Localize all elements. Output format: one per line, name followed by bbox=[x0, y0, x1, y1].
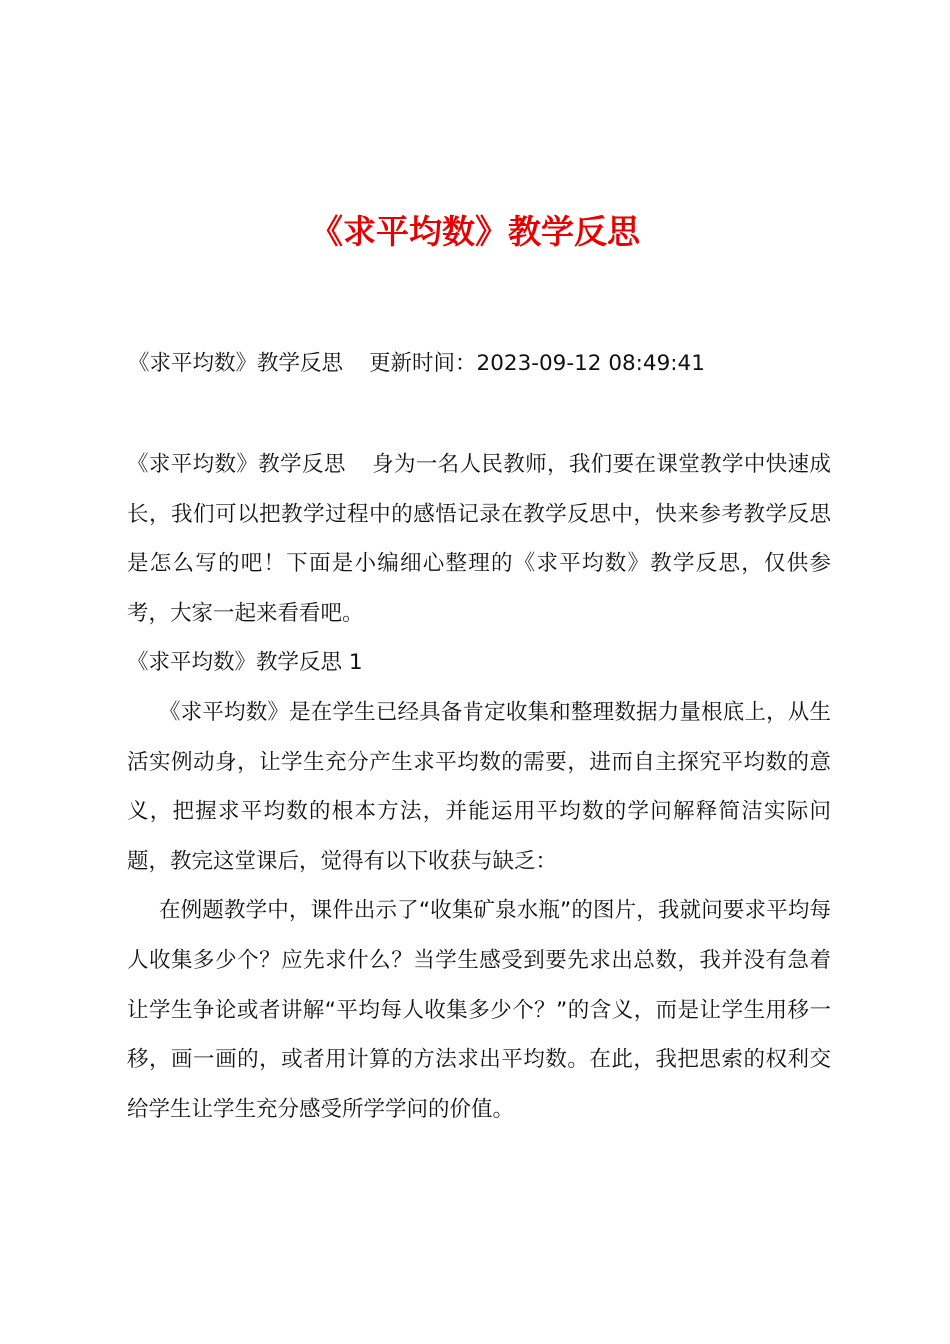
document-body bbox=[127, 440, 831, 1134]
document-title: 《求平均数》教学反思 bbox=[310, 212, 640, 251]
intro-lead: 《求平均数》教学反思 bbox=[127, 452, 346, 477]
body-paragraph-2: 在例题教学中，课件出示了“收集矿泉水瓶”的图片，我就问要求平均每人收集多少个？应先求什么？当学生感受到要先求出总数，我并没有急着让学生争论或者讲解“平均每人收集多少个？”的含义，而是让学生用移一移，画一画的，或者用计算的方法求出平均数。在此，我把思索的权利交给学生让学生充分感受所学学问的价值。 bbox=[127, 898, 831, 1122]
section-heading: 《求平均数》教学反思 1 bbox=[127, 650, 363, 676]
intro-text: 身为一名人民教师，我们要在课堂教学中快速成长，我们可以把教学过程中的感悟记录在教学反思中，快来参考教学反思是怎么写的吧！下面是小编细心整理的《求平均数》教学反思，仅供参考，大家一起来看看吧。 bbox=[127, 452, 831, 626]
intro-paragraph bbox=[127, 440, 831, 638]
body-paragraph-1: 《求平均数》是在学生已经具备肯定收集和整理数据力量根底上，从生活实例动身，让学生充分产生求平均数的需要，进而自主探究平均数的意义，把握求平均数的根本方法，并能运用平均数的学问解释简洁实际问题，教完这堂课后，觉得有以下收获与缺乏： bbox=[127, 699, 831, 874]
document-meta-line bbox=[128, 344, 848, 384]
meta-update-label: 更新时间： bbox=[369, 351, 477, 376]
meta-doc-name: 《求平均数》教学反思 bbox=[128, 351, 344, 376]
meta-update-time: 2023-09-12 08:49:41 bbox=[476, 351, 705, 376]
